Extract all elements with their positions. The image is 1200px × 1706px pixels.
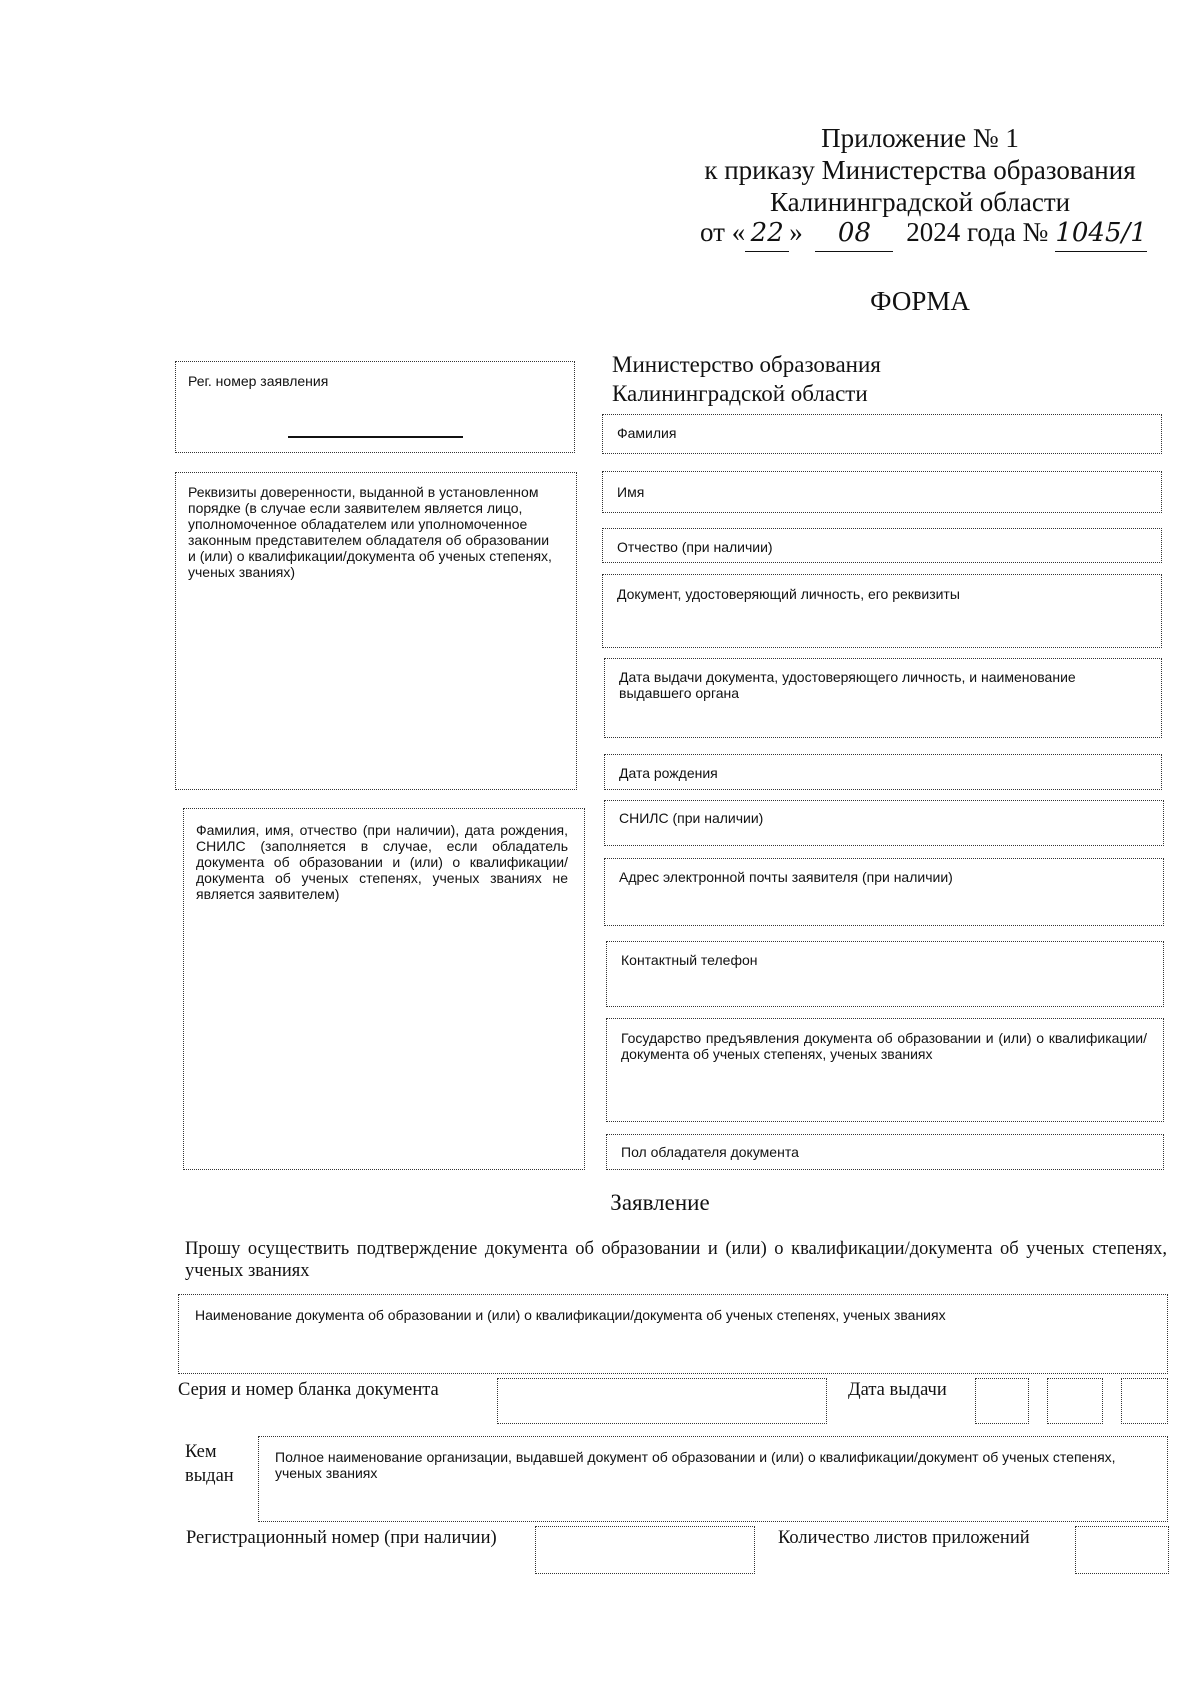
country-field[interactable] xyxy=(606,1018,1164,1122)
order-month: 08 xyxy=(815,215,893,252)
country-label: Государство предъявления документа об образовании и (или) о квалификации/документа об ученых степенях, ученых званиях xyxy=(621,1030,1147,1062)
email-label: Адрес электронной почты заявителя (при наличии) xyxy=(619,869,953,885)
name-label: Имя xyxy=(617,484,645,500)
id-document-label: Документ, удостоверяющий личность, его реквизиты xyxy=(617,586,960,602)
series-input[interactable] xyxy=(497,1378,827,1424)
issue-month-input[interactable] xyxy=(1047,1378,1103,1424)
surname-label: Фамилия xyxy=(617,425,677,441)
issue-year-input[interactable] xyxy=(1121,1378,1168,1424)
doc-name-label: Наименование документа об образовании и (или) о квалификации/документа об ученых степенях, ученых званиях xyxy=(195,1307,946,1323)
addressee-line1: Министерство образования xyxy=(612,352,881,377)
appendix-title: Приложение № 1 xyxy=(821,123,1019,153)
issuing-org-label: Полное наименование организации, выдавшей документ об образовании и (или) о квалификации/документ об ученых степенях, ученых званиях xyxy=(275,1449,1116,1481)
issue-date-label: Дата выдачи xyxy=(848,1380,947,1400)
issue-day-input[interactable] xyxy=(975,1378,1029,1424)
gender-field[interactable] xyxy=(606,1134,1164,1170)
date-mid: » xyxy=(789,217,803,247)
order-date-line xyxy=(700,214,1200,252)
region-name: Калининградской области xyxy=(769,187,1071,217)
reg-number-line xyxy=(288,436,463,438)
sheets-count-label: Количество листов приложений xyxy=(778,1528,1030,1548)
order-reference: к приказу Министерства образования xyxy=(704,155,1136,185)
holder-info-label: Фамилия, имя, отчество (при наличии), дата рождения, СНИЛС (заполняется в случае, если обладатель документа об образовании и (или) о квалификации/документа об ученых степенях, ученых званиях не является заявителем) xyxy=(196,822,568,902)
addressee-line2: Калининградской области xyxy=(612,381,868,406)
date-prefix: от « xyxy=(700,217,746,247)
form-title: ФОРМА xyxy=(870,286,970,316)
birth-date-label: Дата рождения xyxy=(619,765,718,781)
doc-name-field[interactable] xyxy=(178,1294,1168,1374)
patronymic-label: Отчество (при наличии) xyxy=(617,539,773,555)
statement-title: Заявление xyxy=(610,1190,710,1215)
birth-date-field[interactable] xyxy=(604,754,1162,790)
id-issue-label: Дата выдачи документа, удостоверяющего личность, и наименование выдавшего органа xyxy=(619,669,1076,701)
issuing-org-field[interactable] xyxy=(258,1436,1168,1522)
sheets-count-input[interactable] xyxy=(1075,1526,1169,1574)
reg-number-statement-label: Регистрационный номер (при наличии) xyxy=(186,1528,497,1548)
phone-label: Контактный телефон xyxy=(621,952,758,968)
power-of-attorney-label: Реквизиты доверенности, выданной в установленном порядке (в случае если заявителем является лицо, уполномоченное обладателем или уполномоченное законным представителем обладателя об образовании и (или) о квалификации/документа об ученых степенях, ученых званиях) xyxy=(188,484,552,580)
power-of-attorney-box[interactable] xyxy=(175,472,577,790)
series-label: Серия и номер бланка документа xyxy=(178,1380,439,1400)
order-year: 2024 года № xyxy=(906,217,1049,247)
reg-number-label: Рег. номер заявления xyxy=(188,373,329,389)
order-number: 1045/1 xyxy=(1055,215,1147,252)
phone-field[interactable] xyxy=(606,941,1164,1007)
order-day: 22 xyxy=(745,215,789,252)
reg-number-box[interactable] xyxy=(175,361,575,453)
email-field[interactable] xyxy=(604,858,1164,926)
gender-label: Пол обладателя документа xyxy=(621,1144,799,1160)
issued-by-label: Кем выдан xyxy=(185,1442,234,1486)
patronymic-field[interactable] xyxy=(602,528,1162,563)
snils-field[interactable] xyxy=(604,800,1164,846)
holder-info-box[interactable] xyxy=(183,808,585,1170)
surname-field[interactable] xyxy=(602,414,1162,454)
id-issue-field[interactable] xyxy=(604,658,1162,738)
id-document-field[interactable] xyxy=(602,574,1162,648)
reg-number-statement-input[interactable] xyxy=(535,1526,755,1574)
snils-label: СНИЛС (при наличии) xyxy=(619,810,764,826)
name-field[interactable] xyxy=(602,471,1162,513)
statement-request: Прошу осуществить подтверждение документа об образовании и (или) о квалификации/документа об ученых степенях, ученых званиях xyxy=(185,1239,1167,1281)
